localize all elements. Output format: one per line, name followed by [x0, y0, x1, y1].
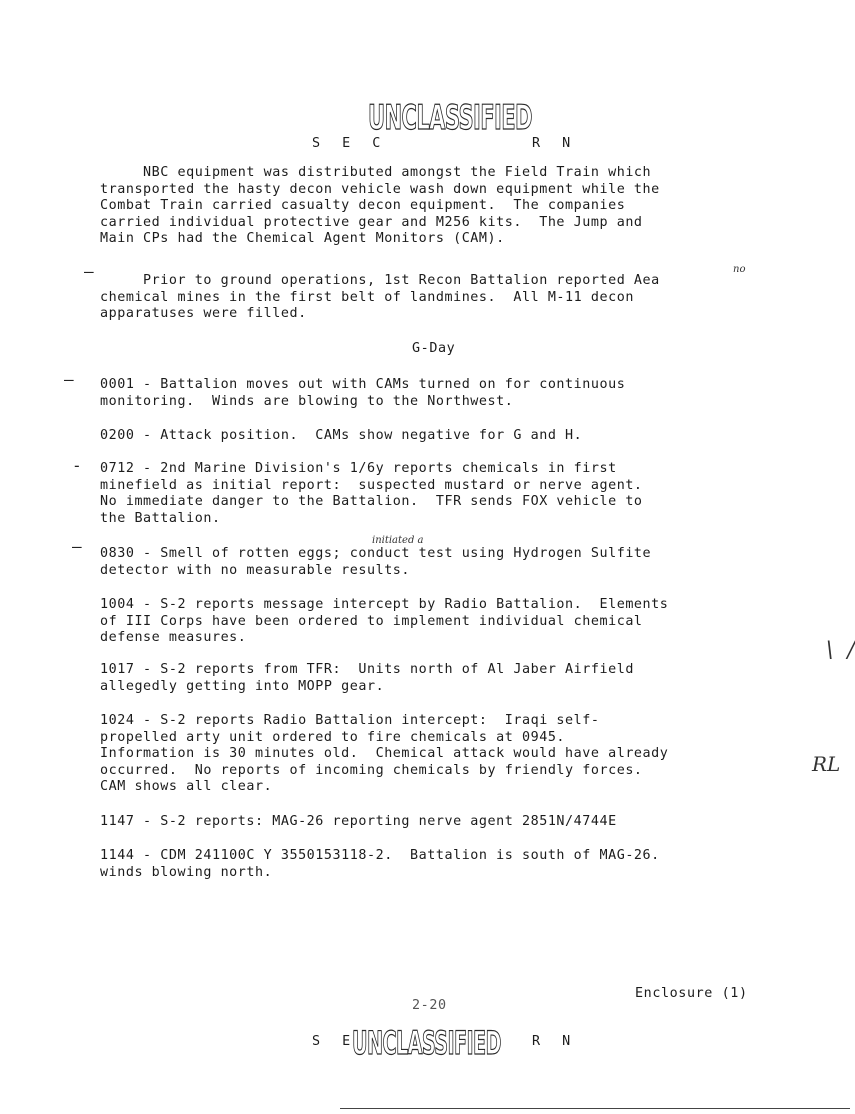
log-entry: [100, 848, 780, 881]
log-entry: [100, 662, 780, 695]
text-line: Combat Train carried casualty decon equipment. The companies: [100, 198, 626, 213]
text-line: monitoring. Winds are blowing to the Northwest.: [100, 393, 514, 409]
paragraph-nbc-equipment: [100, 165, 780, 248]
text-line: 0001 - Battalion moves out with CAMs turned on for continuous: [100, 377, 626, 392]
log-entry: [100, 597, 780, 647]
text-line: Prior to ground operations, 1st Recon Battalion reported Aea: [100, 273, 660, 288]
text-line: 0830 - Smell of rotten eggs; conduct test using Hydrogen Sulfite: [100, 546, 652, 561]
page-number: 2-20: [412, 998, 447, 1013]
bottom-rule: [340, 1108, 850, 1109]
text-line: 0712 - 2nd Marine Division's 1/6y reports chemicals in first: [100, 461, 617, 476]
text-line: occurred. No reports of incoming chemicals by friendly forces.: [100, 762, 643, 778]
text-line: NBC equipment was distributed amongst the Field Train which: [100, 165, 652, 180]
margin-dash: —: [84, 262, 94, 281]
margin-dash: —: [64, 370, 74, 389]
log-entry: [100, 428, 780, 445]
log-entry: [100, 814, 780, 831]
unclassified-stamp-bottom: UNCLASSIFIED: [352, 1024, 501, 1062]
margin-dash: —: [72, 537, 82, 556]
text-line: detector with no measurable results.: [100, 562, 411, 578]
text-line: 1004 - S-2 reports message intercept by Radio Battalion. Elements: [100, 597, 669, 612]
section-heading: G-Day: [412, 341, 456, 356]
text-line: defense measures.: [100, 630, 247, 645]
text-line: chemical mines in the first belt of landmines. All M-11 decon: [100, 289, 634, 305]
margin-dash: -: [72, 456, 82, 475]
text-line: 1017 - S-2 reports from TFR: Units north of Al Jaber Airfield: [100, 662, 634, 677]
header-left-letters: S E C: [312, 136, 388, 151]
unclassified-stamp-top: UNCLASSIFIED: [368, 98, 532, 138]
handwritten-margin-mark: \ /: [826, 638, 855, 663]
text-line: carried individual protective gear and M256 kits. The Jump and: [100, 214, 643, 230]
text-line: transported the hasty decon vehicle wash down equipment while the: [100, 181, 660, 197]
text-line: Main CPs had the Chemical Agent Monitors (CAM).: [100, 231, 505, 246]
paragraph-prior-ground-ops: [100, 273, 780, 323]
handwritten-margin-rl: RL: [812, 752, 841, 776]
text-line: 1147 - S-2 reports: MAG-26 reporting nerve agent 2851N/4744E: [100, 814, 617, 829]
log-entry: [100, 713, 780, 796]
handwritten-no: no: [733, 264, 746, 275]
text-line: of III Corps have been ordered to implement individual chemical: [100, 613, 643, 629]
header-right-letters: R N: [532, 136, 578, 151]
text-line: the Battalion.: [100, 510, 221, 526]
text-line: allegedly getting into MOPP gear.: [100, 678, 385, 694]
text-line: propelled arty unit ordered to fire chemicals at 0945.: [100, 729, 566, 745]
footer-right-letters: R N: [532, 1034, 578, 1049]
text-line: Information is 30 minutes old. Chemical attack would have already: [100, 746, 669, 761]
log-entry: [100, 546, 780, 579]
enclosure-label: Enclosure (1): [635, 986, 748, 1001]
text-line: 1024 - S-2 reports Radio Battalion intercept: Iraqi self-: [100, 713, 600, 728]
log-entry: [100, 377, 780, 410]
text-line: 0200 - Attack position. CAMs show negative for G and H.: [100, 428, 583, 443]
text-line: 1144 - CDM 241100C Y 3550153118-2. Battalion is south of MAG-26.: [100, 848, 660, 863]
log-entry: [100, 461, 780, 527]
text-line: No immediate danger to the Battalion. TFR sends FOX vehicle to: [100, 494, 643, 509]
text-line: minefield as initial report: suspected mustard or nerve agent.: [100, 477, 643, 493]
footer-left-letters: S E: [312, 1034, 358, 1049]
handwritten-initiated-a: initiated a: [372, 535, 424, 546]
text-line: CAM shows all clear.: [100, 779, 273, 794]
text-line: winds blowing north.: [100, 864, 273, 880]
text-line: apparatuses were filled.: [100, 306, 307, 321]
